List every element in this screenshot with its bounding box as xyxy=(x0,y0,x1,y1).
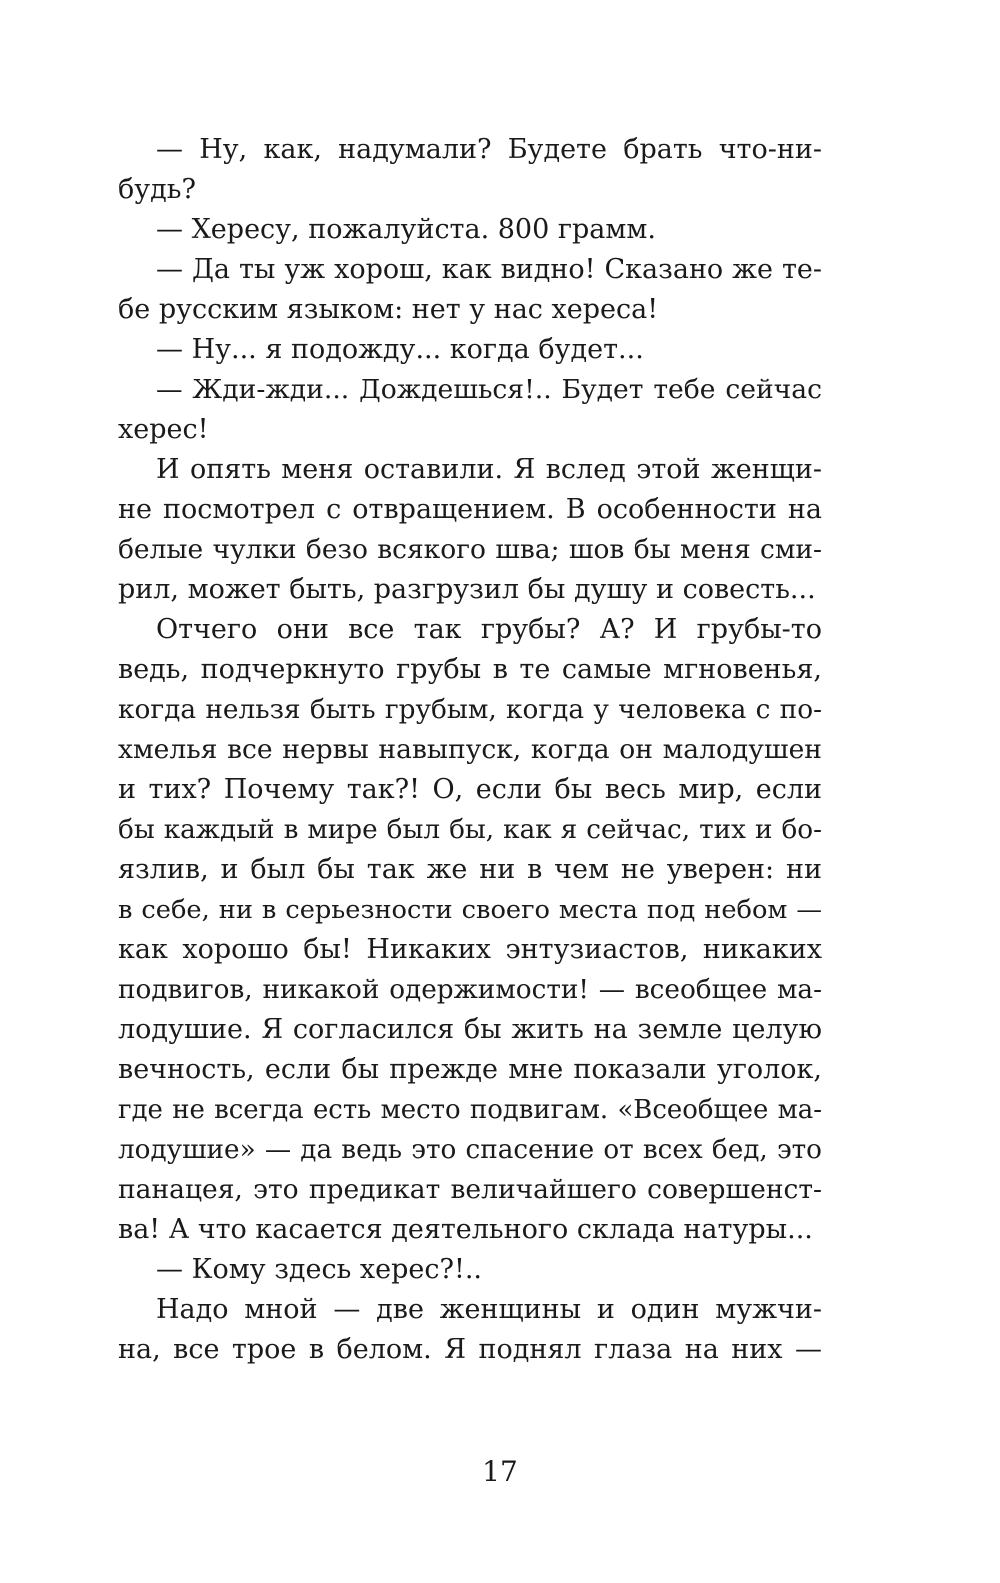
text-line: ведь, подчеркнуто грубы в те самые мгновенья, xyxy=(118,654,822,685)
text-line: — Ну, как, надумали? Будете брать что-ни- xyxy=(156,134,822,165)
page-number: 17 xyxy=(482,1455,518,1488)
text-line: — Хересу, пожалуйста. 800 грамм. xyxy=(156,214,656,245)
text-line: бе русским языком: нет у нас хереса! xyxy=(118,294,659,325)
text-line: Надо мной — две женщины и один мужчи- xyxy=(156,1294,822,1325)
text-line: и тих? Почему так?! О, если бы весь мир, если xyxy=(118,774,822,805)
text-line: — Ну... я подожду... когда будет... xyxy=(156,334,644,365)
text-line: И опять меня оставили. Я вслед этой женщи- xyxy=(156,454,822,485)
text-line: рил, может быть, разгрузил бы душу и совесть... xyxy=(118,574,816,605)
text-line: лодушие. Я согласился бы жить на земле целую xyxy=(118,1014,822,1045)
text-line: когда нельзя быть грубым, когда у человека с по- xyxy=(118,695,822,725)
text-line: где не всегда есть место подвигам. «Всеобщее ма- xyxy=(118,1095,822,1125)
text-line: будь? xyxy=(118,174,196,205)
text-line: херес! xyxy=(118,414,209,445)
text-line: Отчего они все так грубы? А? И грубы-то xyxy=(156,614,822,645)
text-line: как хорошо бы! Никаких энтузиастов, никаких xyxy=(118,934,822,965)
text-line: в себе, ни в серьезности своего места под небом — xyxy=(118,895,822,925)
text-line: вечность, если бы прежде мне показали уголок, xyxy=(118,1054,822,1085)
text-line: подвигов, никакой одержимости! — всеобщее ма- xyxy=(118,975,822,1005)
text-line: белые чулки безо всякого шва; шов бы меня сми- xyxy=(118,534,822,565)
text-line: язлив, и был бы так же ни в чем не уверен: ни xyxy=(118,854,822,885)
text-line: панацея, это предикат величайшего совершенст- xyxy=(118,1174,822,1205)
text-line: хмелья все нервы навыпуск, когда он малодушен xyxy=(118,734,822,765)
text-line: не посмотрел с отвращением. В особенности на xyxy=(118,494,822,525)
text-block xyxy=(118,130,822,1370)
text-line: — Да ты уж хорош, как видно! Сказано же те- xyxy=(156,254,822,285)
text-line: — Кому здесь херес?!.. xyxy=(156,1254,483,1285)
text-line: бы каждый в мире был бы, как я сейчас, тих и бо- xyxy=(118,815,822,845)
text-line: на, все трое в белом. Я поднял глаза на них — xyxy=(118,1334,822,1365)
text-line: ва! А что касается деятельного склада натуры... xyxy=(118,1214,813,1245)
text-line: лодушие» — да ведь это спасение от всех бед, это xyxy=(118,1135,822,1165)
text-line: — Жди-жди... Дождешься!.. Будет тебе сейчас xyxy=(156,374,822,405)
